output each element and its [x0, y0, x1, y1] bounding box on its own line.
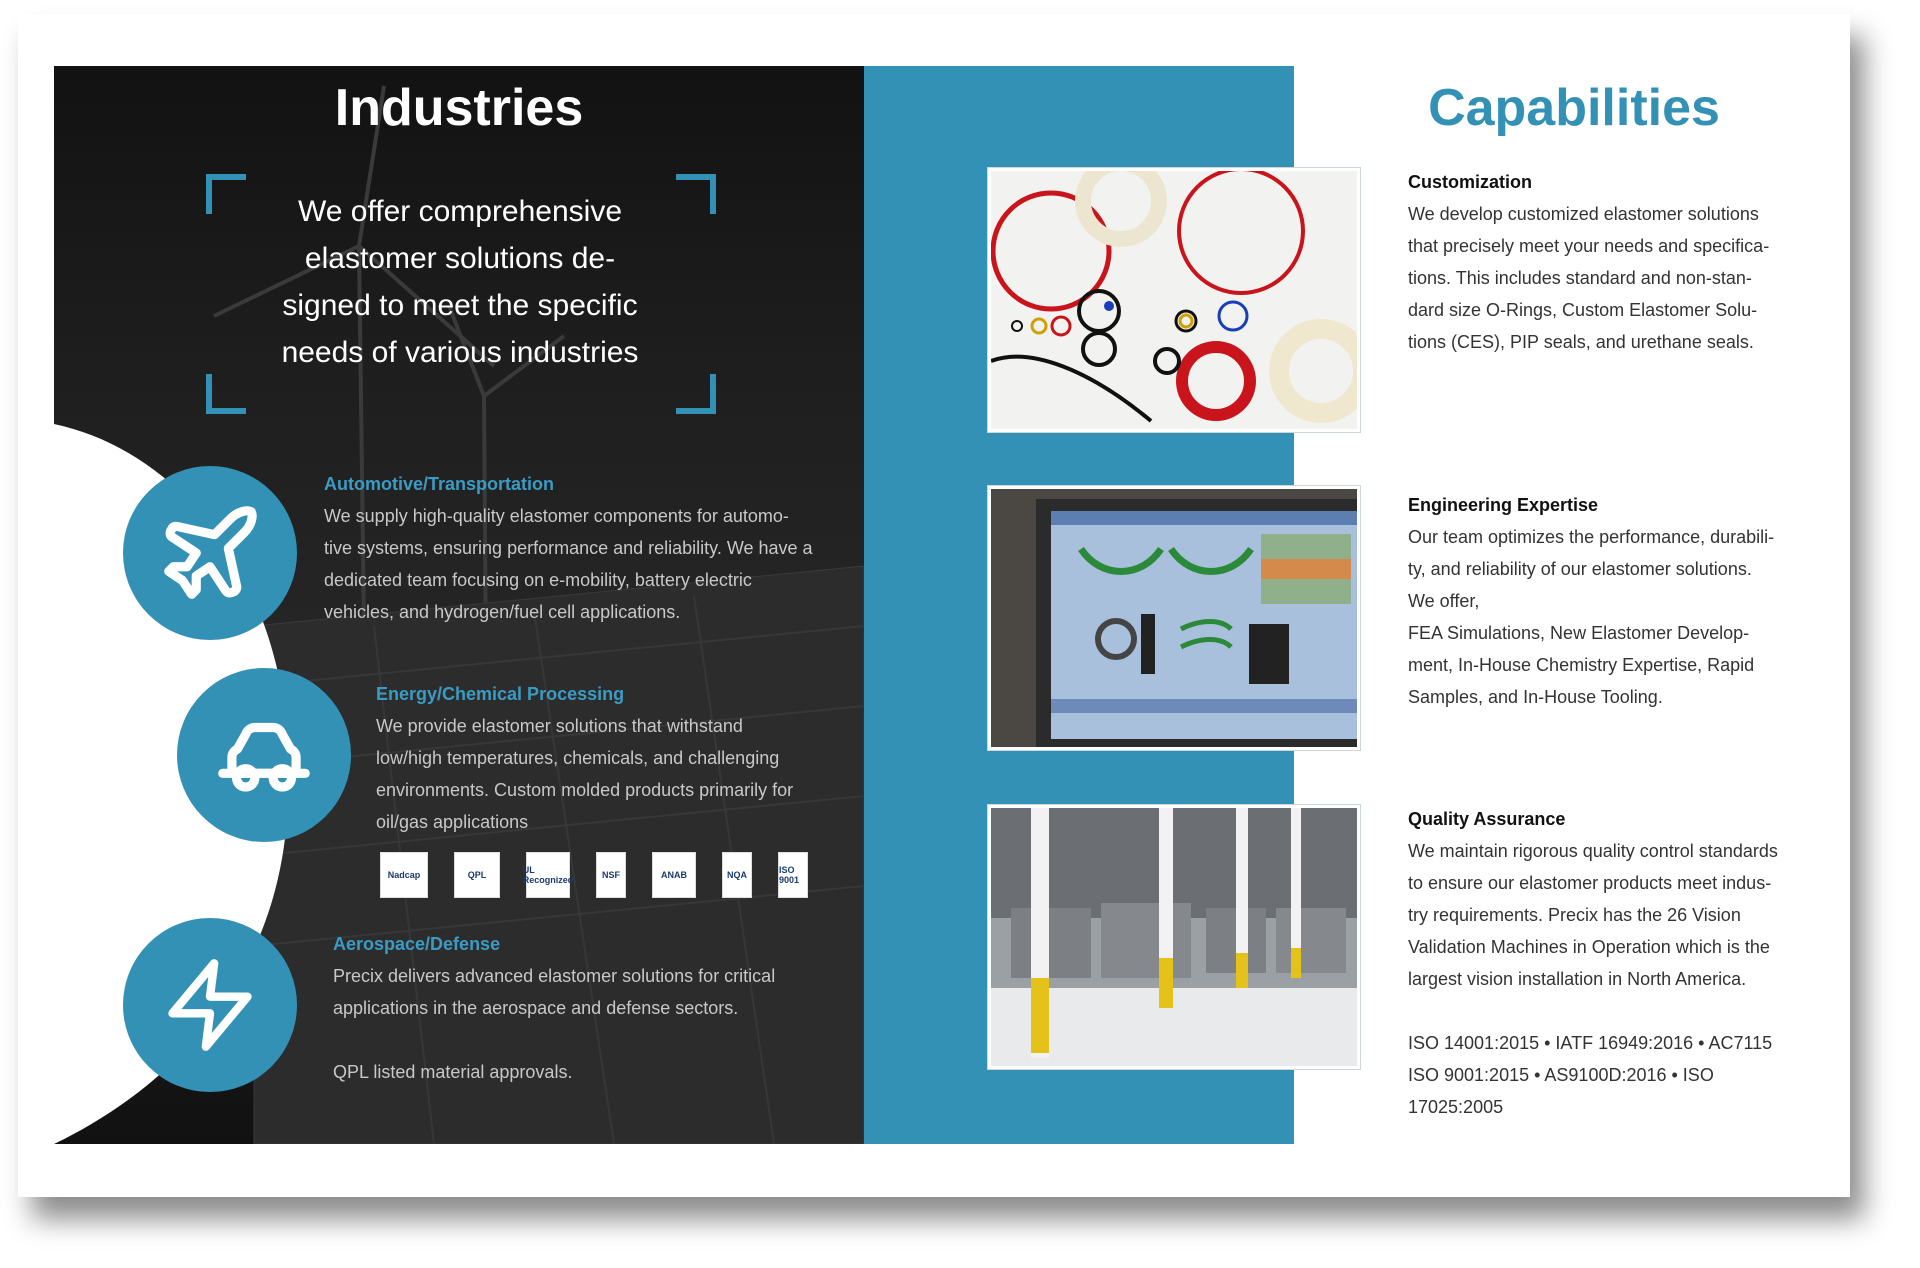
capabilities-title: Capabilities — [1428, 79, 1720, 137]
logo-nadcap: Nadcap — [380, 852, 428, 898]
body-line: applications in the aerospace and defense sectors. — [333, 998, 739, 1018]
capability-title-quality: Quality Assurance — [1408, 809, 1566, 829]
logo-iso: ISO 9001 — [778, 852, 808, 898]
monitor-photo — [988, 486, 1360, 750]
body-line: FEA Simulations, New Elastomer Develop- — [1408, 623, 1750, 643]
body-line: largest vision installation in North America. — [1408, 969, 1747, 989]
body-line: tions (CES), PIP seals, and urethane seals. — [1408, 332, 1754, 352]
lightning-icon-circle — [123, 918, 297, 1092]
certifications-line: ISO 9001:2015 • AS9100D:2016 • ISO — [1408, 1065, 1714, 1085]
bracket-top-right — [676, 174, 716, 214]
body-line: Our team optimizes the performance, durabili- — [1408, 527, 1775, 547]
car-icon — [209, 700, 319, 810]
capability-body-quality — [1408, 835, 1808, 1123]
section-body-energy — [376, 710, 846, 838]
intro-line: signed to meet the specific — [282, 289, 638, 322]
body-line: try requirements. Precix has the 26 Vision — [1408, 905, 1741, 925]
orings-illustration — [991, 171, 1357, 429]
body-line: We supply high-quality elastomer components for automo- — [324, 506, 789, 526]
body-line: vehicles, and hydrogen/fuel cell applications. — [324, 602, 681, 622]
body-line: dedicated team focusing on e-mobility, battery electric — [324, 570, 752, 590]
airplane-icon — [155, 498, 265, 608]
logo-nqa: NQA — [722, 852, 752, 898]
section-body-automotive — [324, 500, 844, 628]
body-line: We offer, — [1408, 591, 1480, 611]
body-line: that precisely meet your needs and specifica- — [1408, 236, 1770, 256]
certifications-line: 17025:2005 — [1408, 1097, 1504, 1117]
body-line: dard size O-Rings, Custom Elastomer Solu- — [1408, 300, 1758, 320]
industries-title: Industries — [334, 79, 584, 137]
body-line: Validation Machines in Operation which is the — [1408, 937, 1770, 957]
certifications-line: ISO 14001:2015 • IATF 16949:2016 • AC7115 — [1408, 1033, 1773, 1053]
body-line: to ensure our elastomer products meet indus- — [1408, 873, 1772, 893]
body-line: low/high temperatures, chemicals, and challenging — [376, 748, 780, 768]
body-line: We maintain rigorous quality control standards — [1408, 841, 1778, 861]
bracket-bottom-right — [676, 374, 716, 414]
body-line: ment, In-House Chemistry Expertise, Rapid — [1408, 655, 1755, 675]
body-line: oil/gas applications — [376, 812, 529, 832]
body-line: Precix delivers advanced elastomer solutions for critical — [333, 966, 776, 986]
capability-body-engineering — [1408, 521, 1808, 713]
capability-body-customization — [1408, 198, 1808, 358]
logo-qpl: QPL — [454, 852, 500, 898]
body-line: We provide elastomer solutions that withstand — [376, 716, 743, 736]
lightning-icon — [160, 955, 260, 1055]
body-line: Samples, and In-House Tooling. — [1408, 687, 1663, 707]
car-icon-circle — [177, 668, 351, 842]
intro-line: needs of various industries — [281, 336, 639, 369]
certification-logos — [380, 852, 808, 898]
section-title-aerospace: Aerospace/Defense — [333, 934, 501, 954]
body-line: We develop customized elastomer solutions — [1408, 204, 1759, 224]
bracket-bottom-left — [206, 374, 246, 414]
section-title-energy: Energy/Chemical Processing — [376, 684, 625, 704]
body-line: tive systems, ensuring performance and reliability. We have a — [324, 538, 813, 558]
logo-ul: UL Recognized — [526, 852, 570, 898]
intro-line: elastomer solutions de- — [304, 242, 616, 275]
body-line: tions. This includes standard and non-stan- — [1408, 268, 1752, 288]
capability-title-engineering: Engineering Expertise — [1408, 495, 1599, 515]
section-body-aerospace — [333, 960, 833, 1088]
monitor-illustration — [991, 489, 1357, 747]
capability-title-customization: Customization — [1408, 172, 1532, 192]
industries-intro — [250, 188, 670, 376]
logo-anab: ANAB — [652, 852, 696, 898]
airplane-icon-circle — [123, 466, 297, 640]
factory-photo — [988, 805, 1360, 1069]
bracket-top-left — [206, 174, 246, 214]
section-title-automotive: Automotive/Transportation — [324, 474, 555, 494]
body-line: ty, and reliability of our elastomer solutions. — [1408, 559, 1752, 579]
factory-illustration — [991, 808, 1357, 1066]
orings-photo — [988, 168, 1360, 432]
body-line: environments. Custom molded products primarily for — [376, 780, 794, 800]
intro-line: We offer comprehensive — [297, 195, 623, 228]
logo-nsf: NSF — [596, 852, 626, 898]
body-line: QPL listed material approvals. — [333, 1062, 573, 1082]
